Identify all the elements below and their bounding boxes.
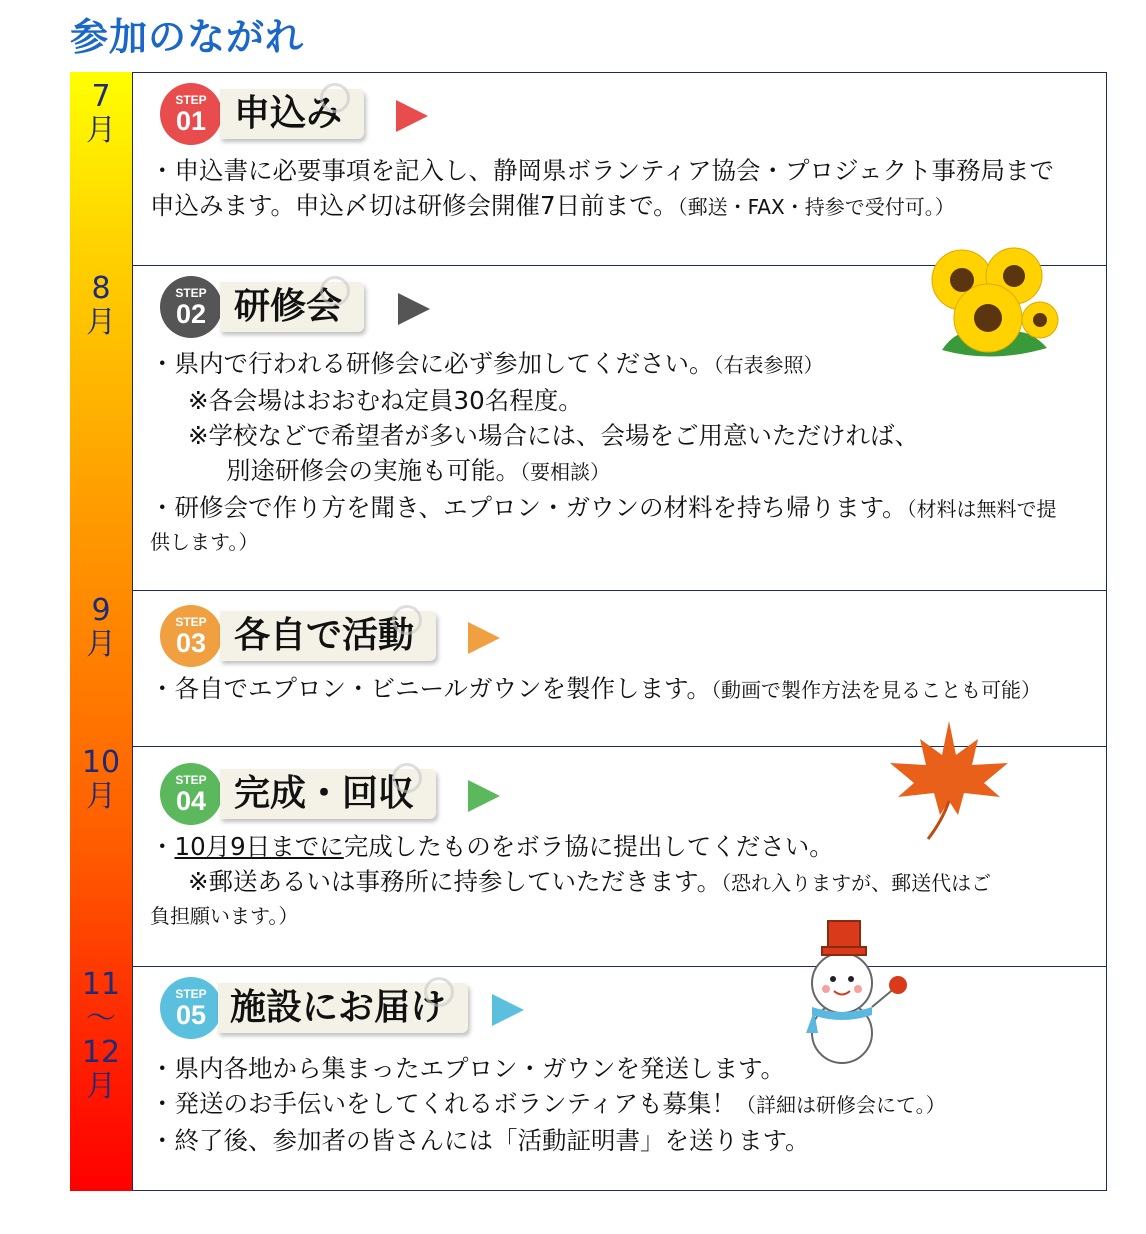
body-line-note: （動画で製作方法を見ることも可能） [711, 678, 1042, 702]
month-label-aug [70, 272, 132, 340]
body-line [150, 1123, 1092, 1158]
arrow-right-icon [398, 293, 430, 325]
body-line [150, 418, 1092, 453]
step-body [150, 153, 1092, 225]
timeline [70, 72, 1107, 1191]
step-body [150, 346, 1092, 556]
step-title [220, 282, 364, 332]
arrow-right-icon [468, 622, 500, 654]
circle-deco-icon [320, 83, 350, 113]
month-label-jul [70, 80, 132, 148]
page-title: 参加のながれ [70, 15, 305, 59]
month-unit: 月 [86, 305, 116, 340]
month-number: 10 [81, 745, 121, 780]
body-line-main: 別途研修会の実施も可能。 [226, 456, 520, 485]
step-title-text: 申込み [234, 93, 343, 134]
steps-table [132, 72, 1107, 1191]
step-row-04 [132, 746, 1106, 966]
circle-deco-icon [392, 605, 422, 635]
body-line [150, 901, 1092, 930]
deadline-text: 10月9日までに [174, 832, 344, 861]
body-line [150, 829, 1092, 864]
body-line [150, 453, 1092, 490]
body-line-main: ・各自でエプロン・ビニールガウンを製作します。 [150, 674, 712, 703]
body-line [150, 346, 1092, 383]
step-title-text: 各自で活動 [234, 615, 415, 656]
month-number: 9 [91, 593, 111, 628]
body-line-bullet: ・ [150, 832, 175, 861]
body-line-main: ・申込書に必要事項を記入し、静岡県ボランティア協会・プロジェクト事務局まで [150, 156, 1055, 185]
body-line-note: （材料は無料で提 [906, 497, 1057, 521]
body-line [150, 527, 1092, 556]
step-body [150, 1051, 1092, 1158]
step-title [220, 769, 436, 819]
body-line-note: （詳細は研修会にて。） [736, 1093, 946, 1117]
body-line [150, 188, 1092, 225]
month-number: 7 [91, 79, 111, 114]
step-title [220, 89, 364, 139]
maple-leaf-icon [884, 717, 1014, 843]
month-label-nov-dec [70, 968, 132, 1104]
step-row-01 [132, 73, 1106, 265]
step-title [218, 983, 468, 1033]
step-badge-number: 01 [175, 106, 207, 136]
body-line-main: ・発送のお手伝いをしてくれるボランティアも募集！ [150, 1089, 737, 1118]
step-row-05 [132, 966, 1106, 1192]
step-badge [160, 83, 222, 145]
step-badge-number: 05 [175, 1000, 207, 1030]
step-badge-label: STEP [175, 987, 207, 1001]
month-label-oct [70, 746, 132, 814]
step-badge-number: 04 [175, 786, 207, 816]
body-line-main: ・県内各地から集まったエプロン・ガウンを発送します。 [150, 1054, 786, 1083]
circle-deco-icon [320, 276, 350, 306]
month-number: 12 [81, 1035, 121, 1070]
arrow-right-icon [492, 994, 524, 1026]
snowman-icon [800, 915, 912, 1065]
step-badge [160, 977, 222, 1039]
step-badge-number: 02 [175, 299, 207, 329]
body-line-main: ・県内で行われる研修会に必ず参加してください。 [150, 349, 714, 378]
step-row-02 [132, 265, 1106, 590]
step-badge [160, 605, 222, 667]
body-line-main: ※学校などで希望者が多い場合には、会場をご用意いただければ、 [188, 421, 920, 450]
body-line [150, 1051, 1092, 1086]
body-line-main: ・研修会で作り方を聞き、エプロン・ガウンの材料を持ち帰ります。 [150, 493, 907, 522]
step-badge-label: STEP [175, 773, 207, 787]
month-unit: 月 [86, 779, 116, 814]
body-line-main: ※各会場はおおむね定員30名程度。 [188, 386, 583, 415]
body-line-main: 申込みます。申込〆切は研修会開催7日前まで。 [150, 191, 678, 220]
step-body [150, 671, 1092, 708]
step-title-text: 完成・回収 [234, 773, 415, 814]
step-body [150, 829, 1092, 930]
step-badge-number: 03 [175, 628, 207, 658]
month-number: 8 [91, 271, 111, 306]
body-line-note: （右表参照） [713, 353, 824, 377]
body-line [150, 864, 1092, 901]
circle-deco-icon [392, 763, 422, 793]
step-badge [160, 276, 222, 338]
body-line-note: （要相談） [520, 460, 610, 484]
month-unit: 月 [86, 113, 116, 148]
step-badge-label: STEP [175, 93, 207, 107]
step-title [220, 611, 436, 661]
body-line-note: （恐れ入りますが、郵送代はご [721, 871, 992, 895]
arrow-right-icon [468, 780, 500, 812]
month-range-sep: 〜 [86, 1001, 116, 1036]
body-line [150, 383, 1092, 418]
body-line [150, 153, 1092, 188]
step-badge [160, 763, 222, 825]
body-line [150, 671, 1092, 708]
body-line-main: ・終了後、参加者の皆さんには「活動証明書」を送ります。 [150, 1126, 810, 1155]
body-line-note: 供します。） [150, 530, 259, 554]
month-label-sep [70, 594, 132, 662]
month-unit: 月 [86, 1069, 116, 1104]
body-line-note: 負担願います。） [150, 904, 299, 928]
circle-deco-icon [424, 977, 454, 1007]
month-unit: 月 [86, 627, 116, 662]
step-title-text: 研修会 [234, 286, 343, 327]
body-line [150, 1086, 1092, 1123]
arrow-right-icon [396, 100, 428, 132]
month-number: 11 [81, 967, 121, 1002]
step-title-text: 施設にお届け [230, 987, 447, 1028]
step-badge-label: STEP [175, 615, 207, 629]
body-line-main: 完成したものをボラ協に提出してください。 [343, 832, 834, 861]
body-line-main: ※郵送あるいは事務所に持参していただきます。 [188, 867, 722, 896]
body-line-note: （郵送・FAX・持参で受付可。） [677, 195, 955, 219]
month-bar [70, 72, 133, 1191]
step-badge-label: STEP [175, 286, 207, 300]
body-line [150, 490, 1092, 527]
